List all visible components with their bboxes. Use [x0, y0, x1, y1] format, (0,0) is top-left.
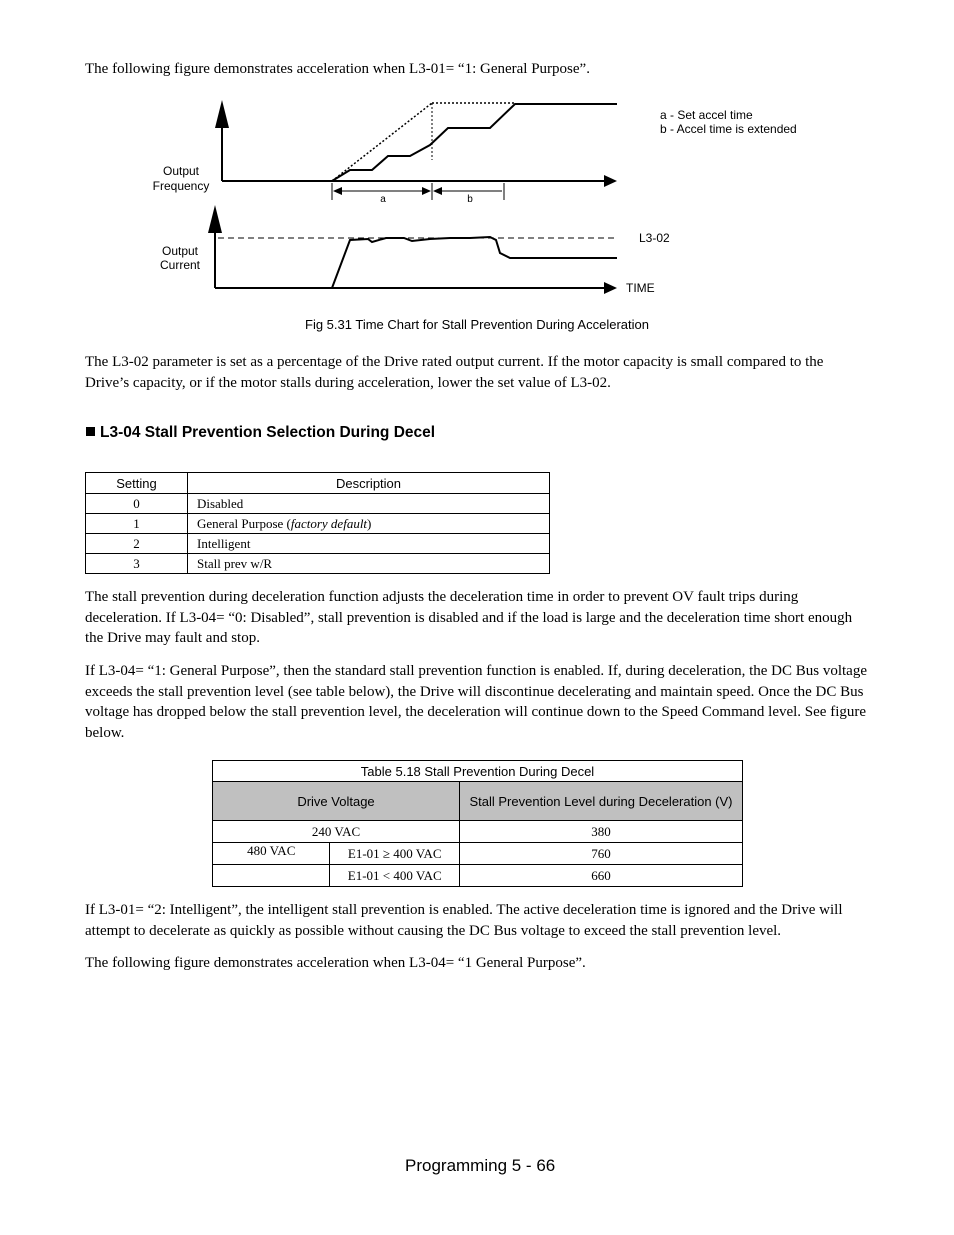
description-emphasis: factory default — [290, 515, 368, 531]
table-row — [86, 554, 550, 574]
decel-paragraph-2: If L3-04= “1: General Purpose”, then the standard stall prevention function is enabled. If, during deceleration, the DC Bus voltage exceeds the stall prevention level (see table below), the Drive will discontinue decelerating and maintain speed. Once the DC Bus voltage has dropped below the stall prevention level, the deceleration will continue down to the Speed Command level. See figure below. — [85, 663, 867, 741]
output-current-curve — [215, 237, 617, 288]
time-chart-figure — [0, 90, 954, 305]
intelligent-paragraph: If L3-01= “2: Intelligent”, the intelligent stall prevention is enabled. The active deceleration time is ignored and the Drive will attempt to decelerate as quickly as possible without causing the DC Bus voltage to exceed the stall prevention level. — [85, 902, 843, 939]
table-title: Table 5.18 Stall Prevention During Decel — [213, 761, 743, 782]
section-heading — [86, 424, 435, 442]
description-cell — [188, 514, 550, 534]
description-cell: Disabled — [188, 494, 550, 514]
description-cell: Stall prev w/R — [188, 554, 550, 574]
voltage-cell: 480 VAC — [213, 843, 330, 865]
current-label-line2: Current — [159, 258, 201, 272]
table-title-row — [213, 761, 743, 782]
following-figure-paragraph: The following figure demonstrates acceleration when L3-04= “1 General Purpose”. — [85, 955, 586, 971]
description-header: Description — [188, 473, 550, 494]
table-row — [213, 865, 743, 887]
level-cell: 660 — [460, 865, 743, 887]
table-row — [213, 843, 743, 865]
table-row — [213, 821, 743, 843]
stall-level-table — [212, 760, 743, 887]
description-text: General Purpose ( — [197, 515, 291, 531]
current-x-arrow — [604, 282, 617, 294]
frequency-x-arrow — [604, 175, 617, 187]
current-label-line1: Output — [161, 244, 199, 258]
section-heading-text: L3-04 Stall Prevention Selection During Decel — [100, 424, 436, 441]
frequency-y-arrow — [215, 100, 229, 128]
settings-table — [85, 472, 550, 574]
table-row — [86, 494, 550, 514]
dim-a-label: a — [380, 194, 386, 205]
stall-level-header: Stall Prevention Level during Deceleration (V) — [460, 782, 743, 821]
l3-02-paragraph: The L3-02 parameter is set as a percentage of the Drive rated output current. If the motor capacity is small compared to the Drive’s capacity, or if the motor stalls during acceleration, lower the set value of L3-02. — [85, 354, 824, 391]
level-cell: 760 — [460, 843, 743, 865]
setting-cell: 0 — [86, 494, 188, 514]
set-accel-line — [332, 103, 432, 181]
freq-label-line2: Frequency — [152, 179, 210, 193]
freq-label-line1: Output — [162, 164, 200, 178]
description-text-end: ) — [367, 515, 372, 531]
actual-frequency-curve — [332, 104, 617, 181]
l3-02-label: L3-02 — [639, 231, 670, 245]
figure-caption: Fig 5.31 Time Chart for Stall Prevention During Acceleration — [305, 317, 649, 332]
page-footer: Programming 5 - 66 — [405, 1156, 556, 1175]
intro-text: The following figure demonstrates acceleration when L3-01= “1: General Purpose”. — [85, 61, 590, 77]
condition-cell: E1-01 ≥ 400 VAC — [330, 843, 460, 865]
setting-cell: 3 — [86, 554, 188, 574]
legend-a: a - Set accel time — [660, 108, 753, 122]
decel-paragraph-1: The stall prevention during deceleration function adjusts the deceleration time in order to prevent OV fault trips during deceleration. If L3-04= “0: Disabled”, stall prevention is disabled and if the load is large and the deceleration time short enough the Drive may fault and stop. — [85, 589, 853, 646]
table-header-row — [86, 473, 550, 494]
setting-header: Setting — [86, 473, 188, 494]
time-label: TIME — [626, 281, 655, 295]
description-cell: Intelligent — [188, 534, 550, 554]
current-y-arrow — [208, 205, 222, 233]
condition-cell: E1-01 < 400 VAC — [330, 865, 460, 887]
dim-b-arrow-left — [433, 187, 442, 195]
table-row — [86, 514, 550, 534]
table-header-row — [213, 782, 743, 821]
legend-b: b - Accel time is extended — [660, 122, 797, 136]
dim-b-label: b — [467, 194, 473, 205]
drive-voltage-header: Drive Voltage — [213, 782, 460, 821]
level-cell: 380 — [460, 821, 743, 843]
dim-a-arrow-left — [333, 187, 342, 195]
bullet-square-icon — [86, 427, 95, 436]
setting-cell: 1 — [86, 514, 188, 534]
table-row — [86, 534, 550, 554]
dim-a-arrow-right — [422, 187, 431, 195]
voltage-cell-empty — [213, 865, 330, 887]
voltage-cell: 240 VAC — [213, 821, 460, 843]
setting-cell: 2 — [86, 534, 188, 554]
